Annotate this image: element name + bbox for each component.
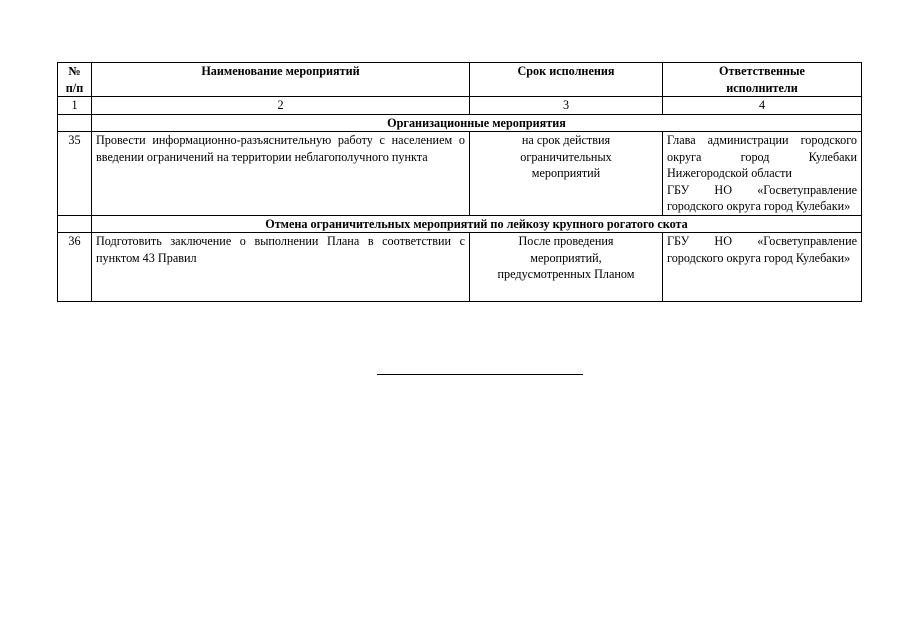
row-responsible [663,233,862,302]
row-responsible [663,132,862,216]
responsible-entry: ГБУ НО «Госветуправление городского округа город Кулебаки» [667,182,857,213]
plan-table [57,62,862,302]
deadline-line: мероприятий [531,166,601,180]
responsible-entry: Глава администрации городского округа город Кулебаки Нижегородской области [667,133,857,180]
row-deadline [470,132,663,216]
header-deadline: Срок исполнения [470,63,663,97]
row-deadline [470,233,663,302]
header-responsible [663,63,862,97]
header-num-line1: № [68,64,81,78]
header-responsible-line1: Ответственные [719,64,805,78]
deadline-line: мероприятий, [530,250,602,265]
row-name: Подготовить заключение о выполнении Плана в соответствии с пунктом 43 Правил [92,233,470,302]
section-title: Организационные мероприятия [92,114,862,132]
col-number-2: 2 [92,97,470,115]
section-spacer [58,114,92,132]
responsible-entry: ГБУ НО «Госветуправление городского округа город Кулебаки» [667,234,857,265]
row-num: 36 [58,233,92,302]
section-title: Отмена ограничительных мероприятий по лейкозу крупного рогатого скота [92,215,862,233]
column-number-row [58,97,862,115]
deadline-line: После проведения [518,234,614,248]
table-row [58,233,862,302]
section-row [58,215,862,233]
col-number-1: 1 [58,97,92,115]
table-row [58,132,862,216]
header-row [58,63,862,97]
deadline-line: предусмотренных Планом [497,267,635,281]
deadline-line: на срок действия [521,133,611,147]
header-num [58,63,92,97]
col-number-3: 3 [470,97,663,115]
header-num-line2: п/п [65,80,84,95]
deadline-line: ограничительных [520,149,612,164]
section-row [58,114,862,132]
section-spacer [58,215,92,233]
col-number-4: 4 [663,97,862,115]
header-name: Наименование мероприятий [92,63,470,97]
header-responsible-line2: исполнители [726,80,798,95]
closing-rule [377,374,583,375]
row-name: Провести информационно-разъяснительную работу с населением о введении ограничений на территории неблагополучного пункта [92,132,470,216]
row-num: 35 [58,132,92,216]
